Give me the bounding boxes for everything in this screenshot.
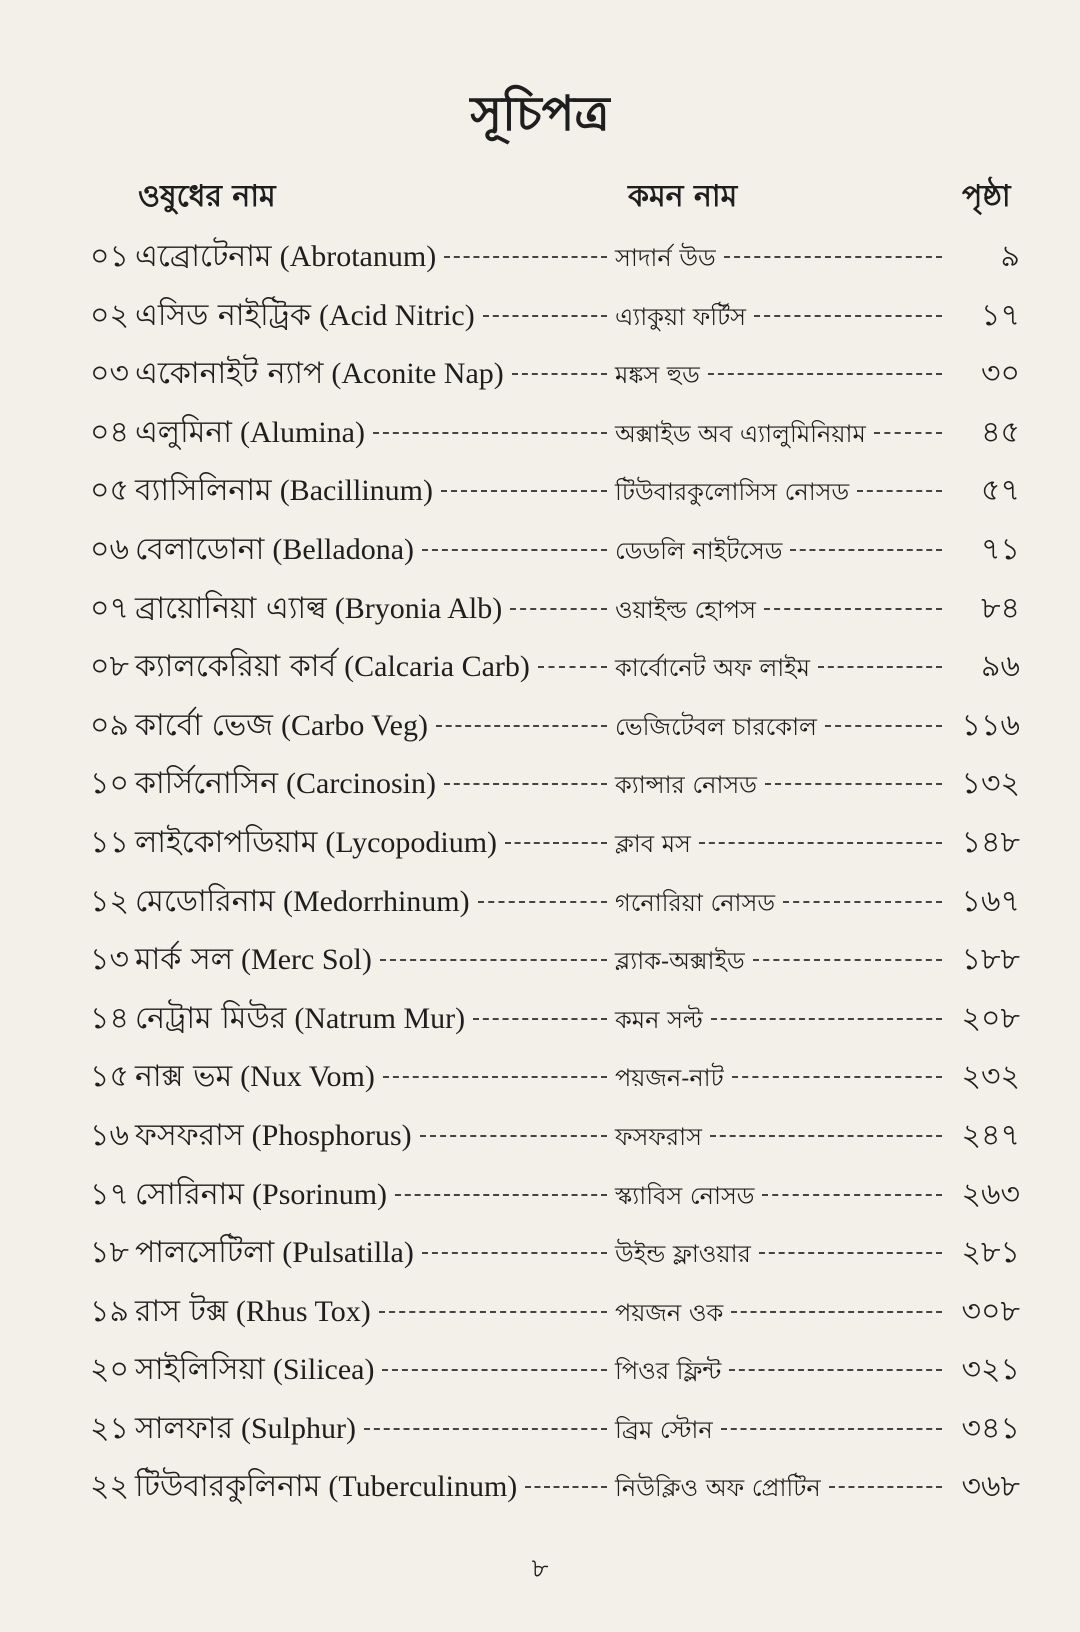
entry-number: ১১ (90, 824, 129, 860)
entry-number: ০৪ (90, 414, 129, 450)
common-name: গনোরিয়া নোসড (615, 888, 775, 917)
medicine-name-latin: (Tuberculinum) (328, 1470, 518, 1504)
entry-number: ১৭ (90, 1176, 129, 1212)
contents-row (90, 1345, 1020, 1404)
medicine-name-latin: (Aconite Nap) (331, 357, 504, 391)
page-ref: ৩৪১ (961, 1410, 1020, 1446)
page-ref: ২৪৭ (961, 1117, 1020, 1153)
contents-row (90, 642, 1020, 701)
medicine-name-latin: (Psorinum) (252, 1177, 388, 1211)
dotted-leader (483, 315, 607, 317)
dotted-leader (732, 1076, 942, 1078)
entry-number: ১৩ (90, 942, 129, 978)
dotted-leader (731, 1311, 942, 1313)
dotted-leader (538, 666, 607, 668)
entry-number: ১৮ (90, 1235, 129, 1271)
entry-number: ১২ (90, 883, 129, 919)
entry-number: ০৬ (90, 531, 130, 567)
medicine-name-bengali: কার্সিনোসিন (134, 766, 279, 802)
entry-number: ০২ (90, 297, 130, 333)
contents-row (90, 349, 1020, 408)
dotted-leader (444, 256, 607, 258)
medicine-name-bengali: সাইলিসিয়া (135, 1352, 265, 1388)
common-name: সাদার্ন উড (615, 244, 716, 272)
dotted-leader (754, 315, 942, 317)
dotted-leader (364, 1428, 607, 1430)
entry-number: ২১ (90, 1410, 129, 1446)
medicine-name-latin: (Lycopodium) (325, 825, 498, 859)
common-name: স্ক্যাবিস নোসড (615, 1181, 755, 1210)
medicine-name-bengali: সালফার (134, 1410, 233, 1446)
contents-row (90, 935, 1020, 994)
dotted-leader (825, 725, 942, 727)
dotted-leader (444, 783, 607, 785)
entry-number: ০৯ (90, 707, 129, 743)
medicine-name-bengali: মেডোরিনাম (134, 883, 275, 919)
page-ref: ২৩২ (961, 1059, 1020, 1095)
dotted-leader (765, 783, 942, 785)
medicine-name-bengali: নাক্স ভম (134, 1059, 233, 1095)
contents-row (90, 1228, 1020, 1287)
dotted-leader (829, 1486, 942, 1488)
contents-row (90, 818, 1020, 877)
medicine-name-bengali: পালসেটিলা (134, 1235, 275, 1271)
common-name: নিউক্লিও অফ প্রোটিন (615, 1474, 821, 1503)
common-name: পয়জন ওক (615, 1298, 724, 1327)
contents-row (90, 1462, 1020, 1521)
page-ref: ১৬৭ (961, 883, 1020, 919)
page-ref: ২৬৩ (961, 1176, 1020, 1212)
entry-number: ১৬ (90, 1117, 129, 1153)
common-name: ভেজিটেবল চারকোল (615, 712, 817, 741)
medicine-name-bengali: নেট্রাম মিউর (134, 1000, 287, 1036)
contents-row (90, 994, 1020, 1053)
entry-number: ০৮ (90, 649, 129, 685)
medicine-name-bengali: ব্যাসিলিনাম (134, 473, 272, 509)
contents-row (90, 1170, 1020, 1229)
page-number: ৮ (531, 1554, 549, 1584)
medicine-name-bengali: এসিড নাইট্রিক (135, 297, 311, 333)
common-name: ব্ল্যাক-অক্সাইড (615, 947, 745, 976)
common-name: মঙ্কস হুড (615, 361, 700, 390)
common-name: কমন সল্ট (615, 1005, 703, 1034)
dotted-leader (759, 1252, 942, 1254)
common-name: কার্বোনেট অফ লাইম (615, 654, 810, 683)
common-name: এ্যাকুয়া ফর্টিস (615, 302, 747, 331)
page-ref: ২৮১ (961, 1235, 1020, 1271)
dotted-leader (379, 1311, 607, 1313)
medicine-name-latin: (Pulsatilla) (282, 1236, 414, 1270)
medicine-name-latin: (Acid Nitric) (318, 298, 475, 332)
contents-row (90, 759, 1020, 818)
dotted-leader (818, 666, 942, 668)
medicine-name-latin: (Belladona) (272, 532, 414, 566)
page-ref: ১৮৮ (961, 942, 1020, 978)
common-name: ব্রিম স্টোন (615, 1415, 713, 1444)
page-ref: ৩০৮ (961, 1293, 1020, 1329)
dotted-leader (382, 1369, 607, 1371)
common-name: ক্যান্সার নোসড (615, 771, 757, 800)
dotted-leader (708, 373, 942, 375)
entry-number: ২০ (90, 1352, 130, 1388)
contents-row (90, 1287, 1020, 1346)
dotted-leader (711, 1018, 942, 1020)
dotted-leader (422, 1252, 607, 1254)
dotted-leader (783, 901, 942, 903)
dotted-leader (422, 549, 607, 551)
page-ref: ৭১ (981, 531, 1020, 567)
common-name: পয়জন-নাট (615, 1064, 724, 1093)
page-ref: ৮৪ (981, 590, 1020, 626)
contents-row (90, 408, 1020, 467)
page-ref: ৪৫ (981, 414, 1020, 450)
contents-row (90, 1111, 1020, 1170)
page-ref: ৫৭ (981, 473, 1020, 509)
dotted-leader (721, 1428, 942, 1430)
page-ref: ১৪৮ (961, 824, 1020, 860)
entry-number: ১৪ (90, 1000, 129, 1036)
common-name: ফসফরাস (615, 1122, 702, 1151)
common-name: অক্সাইড অব এ্যালুমিনিয়াম (615, 419, 866, 448)
medicine-name-bengali: মার্ক সল (134, 942, 234, 978)
dotted-leader (441, 490, 607, 492)
dotted-leader (380, 959, 607, 961)
common-name: পিওর ফ্লিন্ট (615, 1357, 722, 1386)
medicine-name-bengali: সোরিনাম (134, 1176, 245, 1212)
medicine-name-bengali: এব্রোটেনাম (134, 239, 272, 274)
page-ref: ৩০ (980, 356, 1020, 392)
page-ref: ১১৬ (961, 707, 1020, 743)
dotted-leader (762, 1194, 942, 1196)
page-ref: ২০৮ (961, 1000, 1020, 1036)
entry-number: ০১ (90, 239, 129, 274)
medicine-name-latin: (Carcinosin) (286, 767, 437, 801)
entry-number: ০৫ (90, 473, 129, 509)
contents-row (90, 232, 1020, 291)
dotted-leader (699, 842, 942, 844)
medicine-name-latin: (Rhus Tox) (235, 1294, 371, 1328)
common-name: ডেডলি নাইটসেড (615, 536, 783, 565)
page-ref: ৩২১ (961, 1352, 1020, 1388)
medicine-name-latin: (Carbo Veg) (281, 708, 428, 742)
entry-number: ২২ (90, 1469, 130, 1505)
medicine-name-bengali: কার্বো ভেজ (134, 707, 274, 743)
medicine-name-bengali: ক্যালকেরিয়া কার্ব (134, 649, 337, 685)
medicine-name-bengali: বেলাডোনা (135, 531, 265, 567)
medicine-name-latin: (Bacillinum) (279, 474, 433, 508)
header-medicine-name: ওষুধের নাম (138, 179, 276, 214)
medicine-name-latin: (Natrum Mur) (294, 1001, 466, 1035)
entry-number: ১৯ (90, 1293, 129, 1329)
medicine-name-latin: (Nux Vom) (240, 1060, 375, 1094)
dotted-leader (710, 1135, 942, 1137)
dotted-leader (512, 373, 607, 375)
page-ref: ১৭ (981, 297, 1020, 333)
medicine-name-bengali: একোনাইট ন্যাপ (135, 356, 324, 392)
medicine-name-latin: (Calcaria Carb) (344, 650, 530, 684)
dotted-leader (383, 1076, 607, 1078)
medicine-name-bengali: এলুমিনা (134, 414, 233, 450)
dotted-leader (510, 608, 607, 610)
page-ref: ৯ (1000, 239, 1020, 274)
medicine-name-bengali: টিউবারকুলিনাম (135, 1469, 321, 1505)
contents-row (90, 466, 1020, 525)
contents-row (90, 877, 1020, 936)
contents-row (90, 584, 1020, 643)
contents-row (90, 291, 1020, 350)
medicine-name-bengali: ব্রায়োনিয়া এ্যাল্ব (135, 590, 327, 626)
dotted-leader (395, 1194, 607, 1196)
dotted-leader (420, 1135, 607, 1137)
page-ref: ৯৬ (981, 649, 1020, 685)
entry-number: ১৫ (90, 1059, 129, 1095)
medicine-name-latin: (Medorrhinum) (283, 884, 470, 918)
header-common-name: কমন নাম (628, 179, 738, 214)
page-ref: ৩৬৮ (961, 1469, 1020, 1505)
medicine-name-latin: (Sulphur) (240, 1411, 356, 1445)
header-page: পৃষ্ঠা (962, 179, 1011, 214)
common-name: উইন্ড ফ্লাওয়ার (615, 1240, 751, 1269)
contents-list (90, 232, 1020, 1521)
medicine-name-latin: (Alumina) (240, 415, 365, 449)
dotted-leader (753, 959, 942, 961)
common-name: ক্লাব মস (615, 829, 691, 858)
medicine-name-latin: (Silicea) (272, 1353, 375, 1387)
dotted-leader (729, 1369, 942, 1371)
dotted-leader (764, 608, 942, 610)
medicine-name-bengali: লাইকোপডিয়াম (134, 824, 318, 860)
page-ref: ১৩২ (961, 766, 1020, 802)
medicine-name-latin: (Merc Sol) (241, 943, 372, 977)
dotted-leader (525, 1486, 607, 1488)
dotted-leader (473, 1018, 607, 1020)
medicine-name-bengali: রাস টক্স (134, 1293, 228, 1329)
dotted-leader (724, 256, 942, 258)
entry-number: ০৩ (90, 356, 130, 392)
dotted-leader (857, 490, 942, 492)
contents-row (90, 1052, 1020, 1111)
entry-number: ১০ (90, 766, 129, 802)
medicine-name-latin: (Phosphorus) (251, 1118, 412, 1152)
medicine-name-latin: (Abrotanum) (279, 240, 437, 273)
common-name: ওয়াইল্ড হোপস (615, 595, 756, 624)
medicine-name-bengali: ফসফরাস (134, 1117, 244, 1153)
contents-row (90, 1404, 1020, 1463)
entry-number: ০৭ (90, 590, 130, 626)
medicine-name-latin: (Bryonia Alb) (334, 591, 503, 625)
dotted-leader (478, 901, 607, 903)
dotted-leader (373, 432, 607, 434)
dotted-leader (505, 842, 607, 844)
page-title: সূচিপত্র (470, 86, 610, 142)
contents-row (90, 525, 1020, 584)
dotted-leader (436, 725, 607, 727)
dotted-leader (790, 549, 942, 551)
common-name: টিউবারকুলোসিস নোসড (615, 478, 850, 507)
dotted-leader (874, 432, 942, 434)
contents-row (90, 701, 1020, 760)
